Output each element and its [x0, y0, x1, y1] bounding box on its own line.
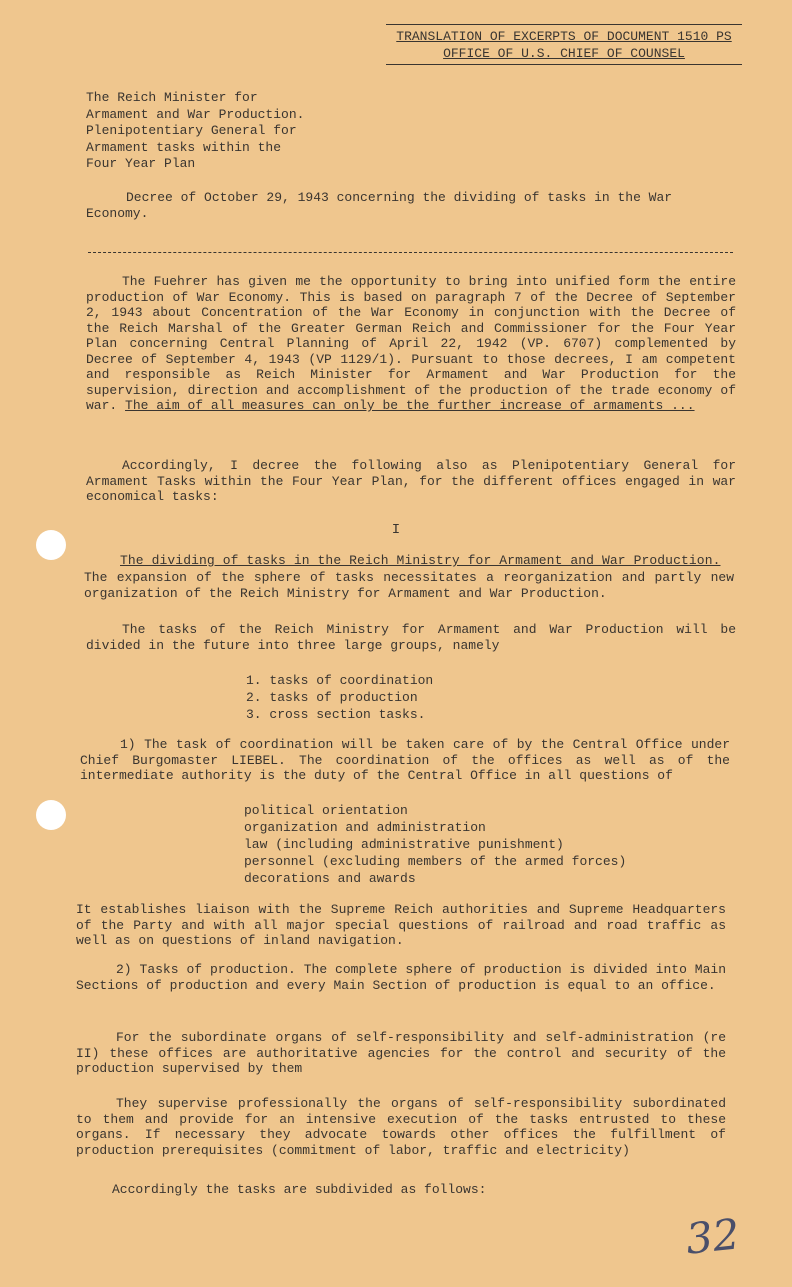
list-item: 1. tasks of coordination	[246, 673, 434, 688]
list-item: decorations and awards	[244, 871, 416, 886]
list-item: 3. cross section tasks.	[246, 707, 426, 722]
expansion-paragraph: The expansion of the sphere of tasks necessitates a reorganization and partly new organization of the Reich Ministry for Armament and War Production.	[84, 570, 734, 601]
subordinate-paragraph: For the subordinate organs of self-responsibility and self-administration (re II) these offices are authoritative agencies for the control and security of the production supervised by them	[76, 1030, 726, 1076]
list-item: 2. tasks of production	[246, 690, 418, 705]
tasks-intro-paragraph: The tasks of the Reich Ministry for Armament and War Production will be divided in the future into three large groups, namely	[86, 622, 736, 653]
section-heading: The dividing of tasks in the Reich Ministry for Armament and War Production.	[120, 553, 721, 568]
document-header	[386, 24, 742, 65]
supervise-paragraph: They supervise professionally the organs of self-responsibility subordinated to them and provide for an intensive execution of the tasks entrusted to these organs. If necessary they advocate towards other offices the fulfillment of production prerequisites (commitment of labor, traffic and electricity)	[76, 1096, 726, 1158]
divider-line	[88, 252, 733, 253]
intro-text: The Fuehrer has given me the opportunity to bring into unified form the entire production of War Economy. This is based on paragraph 7 of the Decree of September 2, 1943 about Concentration of the War Economy in conjunction with the Decree of the Reich Marshal of the Greater German Reich and Commissioner for the Four Year Plan concerning Central Planning of April 22, 1942 (VP. 6707) complemented by Decree of September 4, 1943 (VP 1129/1). Pursuant to those decrees, I am competent and responsible as Reich Minister for Armament and War Production for the supervision, direction and accomplishment of the production of the trade economy of war.	[86, 274, 736, 413]
intro-underlined-text: The aim of all measures can only be the further increase of armaments ...	[125, 398, 695, 413]
liaison-paragraph: It establishes liaison with the Supreme Reich authorities and Supreme Headquarters of the Party and with all major special questions of railroad and road traffic as well as on questions of inland navigation.	[76, 902, 726, 948]
issuer-line: Plenipotentiary General for	[86, 123, 297, 138]
subdivided-paragraph: Accordingly the tasks are subdivided as follows:	[112, 1182, 487, 1197]
issuer-block	[86, 90, 386, 173]
list-item: political orientation	[244, 803, 408, 818]
task-groups-list	[246, 672, 646, 723]
accordingly-paragraph: Accordingly, I decree the following also as Plenipotentiary General for Armament Tasks within the Four Year Plan, for the different offices engaged in war economical tasks:	[86, 458, 736, 504]
issuer-line: Armament tasks within the	[86, 139, 282, 155]
page-number: 32	[683, 1209, 742, 1264]
issuer-line: Armament and War Production.	[86, 106, 305, 122]
intro-paragraph	[86, 274, 736, 414]
decree-title: Decree of October 29, 1943 concerning the dividing of tasks in the War Economy.	[86, 190, 673, 221]
coordination-items-list	[244, 802, 644, 887]
coordination-paragraph: 1) The task of coordination will be taken care of by the Central Office under Chief Burgomaster LIEBEL. The coordination of the offices as well as of the intermediate authority is the duty of the Central Office in all questions of	[80, 737, 730, 783]
list-item: law (including administrative punishment)	[244, 837, 564, 852]
punch-hole-bottom	[36, 800, 66, 830]
list-item: personnel (excluding members of the armed forces)	[244, 854, 627, 869]
issuer-line: Four Year Plan	[86, 156, 196, 171]
production-paragraph: 2) Tasks of production. The complete sphere of production is divided into Main Sections of production and every Main Section of production is equal to an office.	[76, 962, 726, 993]
list-item: organization and administration	[244, 820, 486, 835]
section-numeral: I	[391, 522, 401, 538]
header-line-2: OFFICE OF U.S. CHIEF OF COUNSEL	[443, 46, 685, 61]
issuer-line: The Reich Minister for	[86, 90, 258, 105]
header-line-1: TRANSLATION OF EXCERPTS OF DOCUMENT 1510 PS	[396, 29, 732, 44]
